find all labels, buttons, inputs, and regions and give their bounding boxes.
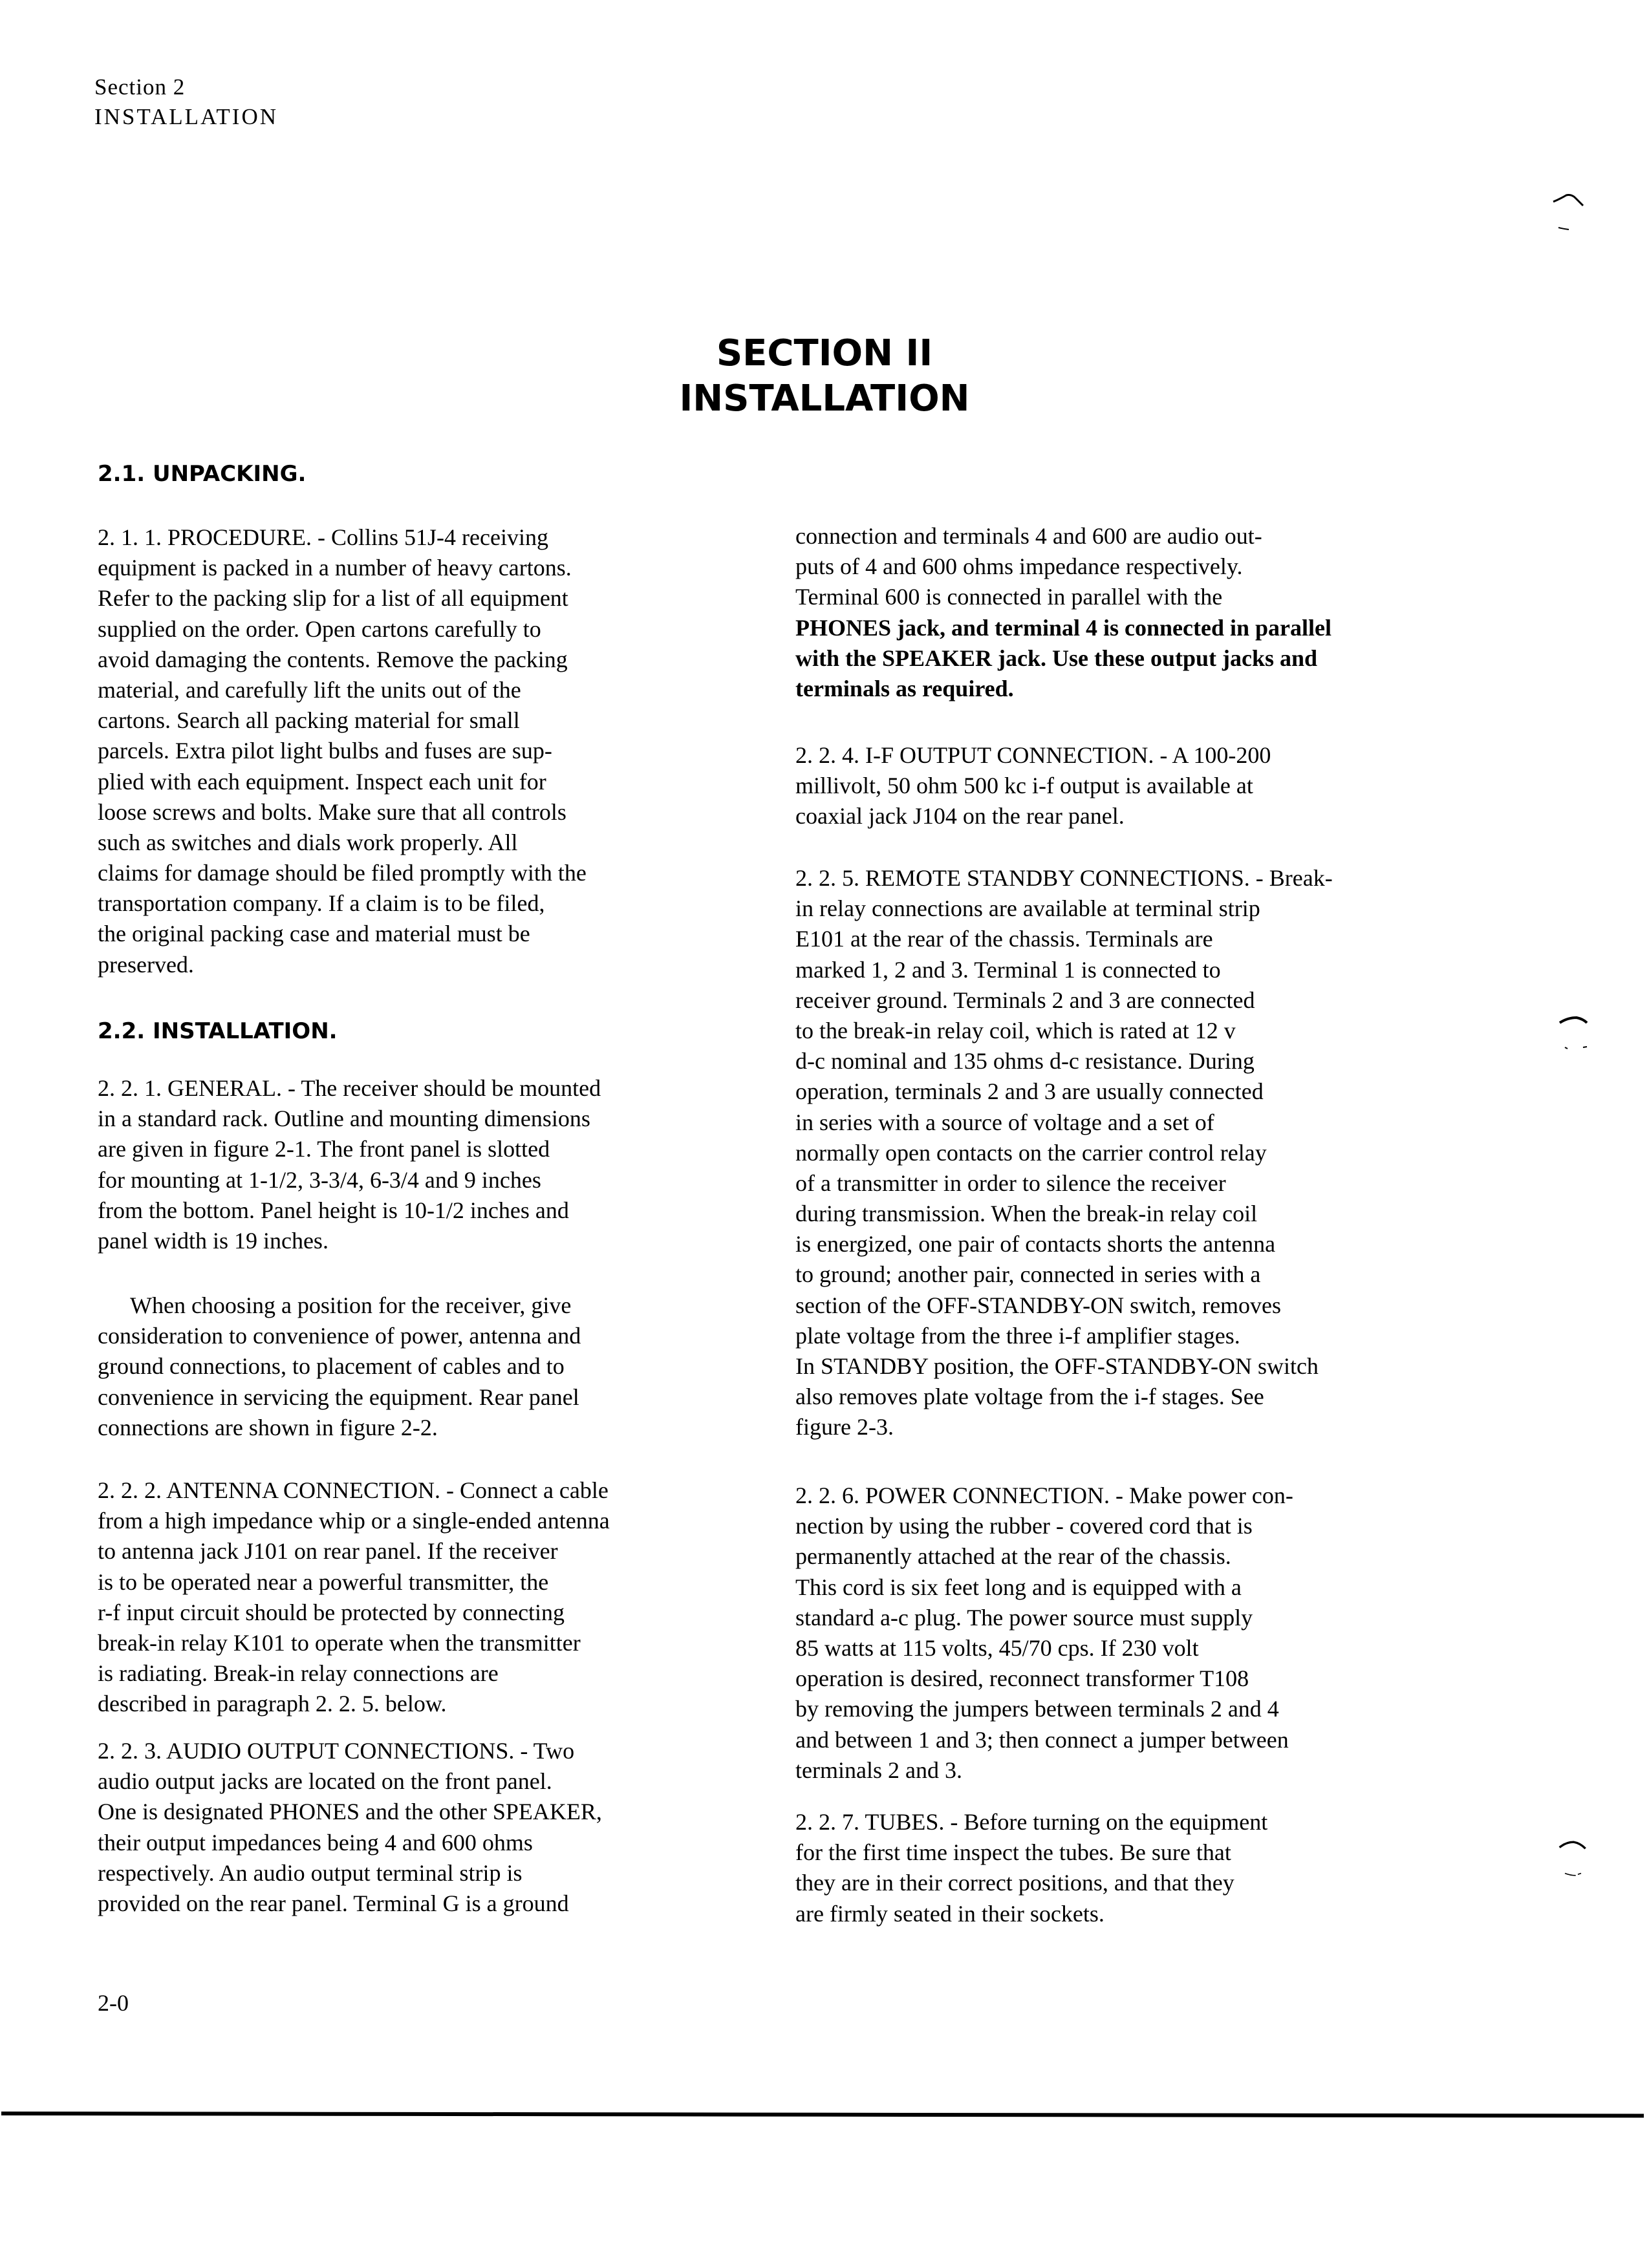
text-line: convenience in servicing the equipment. Rear panel <box>98 1384 579 1410</box>
text-line: plate voltage from the three i-f amplifier stages. <box>795 1322 1240 1349</box>
paragraph-2-2-3-continued <box>795 521 1331 704</box>
running-head-title: INSTALLATION <box>94 104 278 129</box>
text-line: parcels. Extra pilot light bulbs and fuses are sup- <box>98 738 552 764</box>
text-line: connection and terminals 4 and 600 are audio out- <box>795 523 1262 549</box>
text-line: section of the OFF-STANDBY-ON switch, removes <box>795 1292 1282 1318</box>
text-line: operation, terminals 2 and 3 are usually connected <box>795 1078 1264 1105</box>
text-line: and between 1 and 3; then connect a jumper between <box>795 1726 1289 1753</box>
text-line: nection by using the rubber - covered cord that is <box>795 1513 1253 1539</box>
text-line: avoid damaging the contents. Remove the packing <box>98 646 568 672</box>
text-line: during transmission. When the break-in relay coil <box>795 1201 1258 1227</box>
text-line: in a standard rack. Outline and mounting dimensions <box>98 1106 590 1132</box>
text-line: 2. 2. 2. ANTENNA CONNECTION. - Connect a cable <box>98 1477 609 1503</box>
text-line: their output impedances being 4 and 600 ohms <box>98 1829 533 1856</box>
text-line: are firmly seated in their sockets. <box>795 1900 1105 1927</box>
paragraph-2-1-1 <box>98 522 587 980</box>
text-line: preserved. <box>98 951 194 978</box>
binder-hole-icon <box>1558 1839 1591 1878</box>
text-line: standard a-c plug. The power source must supply <box>795 1604 1253 1631</box>
text-line: to antenna jack J101 on rear panel. If the receiver <box>98 1538 558 1565</box>
text-line: PHONES jack, and terminal 4 is connected in parallel <box>795 614 1332 641</box>
text-line: is to be operated near a powerful transmitter, the <box>98 1568 549 1595</box>
text-line: This cord is six feet long and is equipped with a <box>795 1574 1242 1600</box>
text-line: 2. 2. 3. AUDIO OUTPUT CONNECTIONS. - Two <box>98 1738 575 1764</box>
text-line: also removes plate voltage from the i-f stages. See <box>795 1384 1264 1410</box>
text-line: claims for damage should be filed promptly with the <box>98 860 587 886</box>
text-line: cartons. Search all packing material for small <box>98 707 520 734</box>
text-line: 2. 2. 7. TUBES. - Before turning on the equipment <box>795 1809 1268 1835</box>
text-line: from a high impedance whip or a single-ended antenna <box>98 1508 610 1534</box>
text-line: to ground; another pair, connected in series with a <box>795 1261 1261 1288</box>
text-line: for the first time inspect the tubes. Be sure that <box>795 1839 1231 1866</box>
text-line: When choosing a position for the receiver, give <box>130 1292 572 1318</box>
text-line: 2. 2. 6. POWER CONNECTION. - Make power con- <box>795 1482 1293 1508</box>
footer-rule <box>1 2112 1644 2118</box>
text-line: such as switches and dials work properly. All <box>98 829 518 855</box>
text-line: is radiating. Break-in relay connections are <box>98 1660 499 1687</box>
text-line: terminals 2 and 3. <box>795 1757 962 1783</box>
text-line: audio output jacks are located on the front panel. <box>98 1768 552 1795</box>
text-line: permanently attached at the rear of the chassis. <box>795 1543 1231 1570</box>
text-line: described in paragraph 2. 2. 5. below. <box>98 1691 447 1717</box>
text-line: the original packing case and material must be <box>98 921 530 947</box>
heading-installation: 2.2. INSTALLATION. <box>98 1018 338 1044</box>
text-line: coaxial jack J104 on the rear panel. <box>795 803 1125 829</box>
text-line: operation is desired, reconnect transformer T108 <box>795 1665 1249 1692</box>
text-line: 85 watts at 115 volts, 45/70 cps. If 230 volt <box>795 1634 1199 1661</box>
text-line: connections are shown in figure 2-2. <box>98 1414 438 1440</box>
text-line: respectively. An audio output terminal strip is <box>98 1859 523 1886</box>
section-title-name: INSTALLATION <box>679 378 970 420</box>
text-line: puts of 4 and 600 ohms impedance respectively. <box>795 553 1243 580</box>
text-line: break-in relay K101 to operate when the transmitter <box>98 1629 581 1656</box>
text-line: in series with a source of voltage and a set of <box>795 1109 1214 1135</box>
binder-hole-icon <box>1558 1015 1591 1054</box>
text-line: Terminal 600 is connected in parallel with the <box>795 584 1223 610</box>
text-line: consideration to convenience of power, antenna and <box>98 1323 581 1349</box>
paragraph-2-2-5 <box>795 863 1333 1443</box>
text-line: d-c nominal and 135 ohms d-c resistance. During <box>795 1048 1255 1075</box>
text-line: E101 at the rear of the chassis. Terminals are <box>795 926 1213 952</box>
running-head-section: Section 2 <box>94 74 186 100</box>
running-head <box>94 72 278 132</box>
text-line: are given in figure 2-1. The front panel is slotted <box>98 1136 550 1162</box>
text-line: ground connections, to placement of cables and to <box>98 1353 565 1380</box>
text-line: 2. 2. 5. REMOTE STANDBY CONNECTIONS. - Break- <box>795 865 1333 891</box>
text-line: marked 1, 2 and 3. Terminal 1 is connected to <box>795 956 1221 983</box>
paragraph-2-2-6 <box>795 1481 1293 1786</box>
text-line: from the bottom. Panel height is 10-1/2 inches and <box>98 1197 569 1223</box>
text-line: to the break-in relay coil, which is rated at 12 v <box>795 1017 1236 1043</box>
text-line: 2. 2. 4. I-F OUTPUT CONNECTION. - A 100-200 <box>795 742 1271 768</box>
heading-unpacking: 2.1. UNPACKING. <box>98 461 307 487</box>
text-line: is energized, one pair of contacts shorts the antenna <box>795 1231 1276 1257</box>
text-line: transportation company. If a claim is to be filed, <box>98 890 545 917</box>
text-line: loose screws and bolts. Make sure that all controls <box>98 798 566 825</box>
text-line: One is designated PHONES and the other SPEAKER, <box>98 1799 602 1825</box>
text-line: by removing the jumpers between terminals 2 and 4 <box>795 1696 1279 1722</box>
text-line: for mounting at 1-1/2, 3-3/4, 6-3/4 and 9 inches <box>98 1166 541 1193</box>
text-line: panel width is 19 inches. <box>98 1227 329 1254</box>
section-title-number: SECTION II <box>716 332 933 374</box>
paragraph-2-2-4 <box>795 740 1271 832</box>
text-line: of a transmitter in order to silence the receiver <box>795 1170 1226 1196</box>
text-line: plied with each equipment. Inspect each unit for <box>98 768 546 795</box>
text-line: terminals as required. <box>795 675 1014 701</box>
text-line: with the SPEAKER jack. Use these output jacks and <box>795 645 1318 671</box>
text-line: in relay connections are available at terminal strip <box>795 895 1260 922</box>
text-line: millivolt, 50 ohm 500 kc i-f output is available at <box>795 773 1253 799</box>
text-line: normally open contacts on the carrier control relay <box>795 1139 1267 1166</box>
text-line: provided on the rear panel. Terminal G is a ground <box>98 1890 569 1916</box>
text-line: they are in their correct positions, and that they <box>795 1870 1234 1896</box>
text-line: receiver ground. Terminals 2 and 3 are connected <box>795 987 1255 1013</box>
text-line: 2. 1. 1. PROCEDURE. - Collins 51J-4 receiving <box>98 524 548 550</box>
section-title <box>0 331 1649 422</box>
text-line: 2. 2. 1. GENERAL. - The receiver should be mounted <box>98 1075 601 1101</box>
paragraph-2-2-7 <box>795 1807 1267 1929</box>
paragraph-2-2-3 <box>98 1736 602 1919</box>
text-line: material, and carefully lift the units out of the <box>98 676 521 703</box>
paragraph-2-2-2 <box>98 1475 610 1720</box>
binder-hole-icon <box>1552 194 1584 233</box>
text-line: In STANDBY position, the OFF-STANDBY-ON switch <box>795 1353 1319 1379</box>
paragraph-2-2-1 <box>98 1073 601 1256</box>
page-number: 2-0 <box>98 1990 129 2016</box>
text-line: figure 2-3. <box>795 1414 894 1440</box>
paragraph-2-2-1-positioning <box>98 1290 581 1443</box>
text-line: r-f input circuit should be protected by connecting <box>98 1599 565 1625</box>
text-line: equipment is packed in a number of heavy cartons. <box>98 555 572 581</box>
text-line: Refer to the packing slip for a list of all equipment <box>98 585 568 612</box>
text-line: supplied on the order. Open cartons carefully to <box>98 615 541 642</box>
